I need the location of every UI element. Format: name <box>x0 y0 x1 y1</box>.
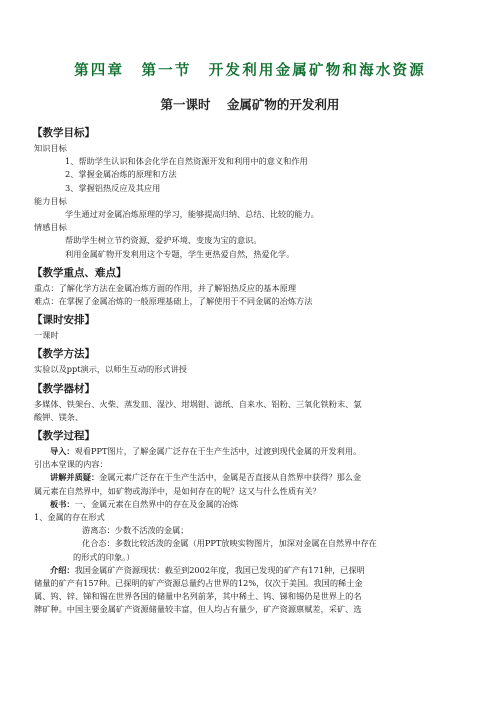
difficulty-text: 难点：在掌握了金属冶炼的一般原理基础上，了解使用于不同金属的冶炼方法 <box>34 296 313 307</box>
lesson-number: 第一课时 <box>160 97 211 112</box>
schedule-text: 一课时 <box>34 330 59 341</box>
intro-text: 引出本堂课的内容： <box>34 459 108 470</box>
section-name: 开发利用金属矿物和海水资源 <box>208 63 426 79</box>
knowledge-item: 3、掌握铝热反应及其应用 <box>65 182 161 193</box>
knowledge-item: 2、掌握金属冶炼的原理和方法 <box>65 169 177 180</box>
lecture-paragraph <box>34 471 466 484</box>
section-number: 第一节 <box>141 63 192 79</box>
chapter-title <box>34 60 466 82</box>
knowledge-label: 知识目标 <box>34 143 67 153</box>
lecture-text: 属元素在自然界中，如矿物或海洋中，是如何存在的呢？这又与什么性质有关？ <box>34 485 321 496</box>
equipment-heading: 【教学器材】 <box>32 382 95 395</box>
key-point-text: 重点：了解化学方法在金属冶炼方面的作用，并了解铝热反应的基本原理 <box>34 282 297 293</box>
emotion-item: 利用金属矿物开发利用这个专题，学生更热爱自然，热爱化学。 <box>65 248 295 259</box>
intro-paragraph <box>34 445 466 458</box>
method-heading: 【教学方法】 <box>32 348 95 361</box>
emotion-label: 情感目标 <box>34 222 67 233</box>
board-text: 一、金属元素在自然界中的存在及金属的冶炼 <box>74 498 239 509</box>
emotion-item: 帮助学生树立节约资源、爱护环境、变废为宝的意识。 <box>65 235 262 246</box>
intro2-label: 介绍： <box>50 564 75 575</box>
ability-text: 学生通过对金属冶炼原理的学习，能够提高归纳、总结、比较的能力。 <box>65 209 319 220</box>
method-text: 实验以及ppt演示，以师生互动的形式讲授 <box>34 364 187 375</box>
schedule-heading: 【课时安排】 <box>32 314 95 327</box>
intro2-paragraph <box>34 564 466 577</box>
goals-heading: 【教学目标】 <box>32 127 95 139</box>
intro2-text: 属、钨、锌、锑和锡在世界各国的储量中名列前茅，其中稀土、钨、锑和锡仍是世界上的名 <box>34 591 362 602</box>
intro2-text: 牌矿种。中国主要金属矿产资源储量较丰富，但人均占有量少，矿产资源禀赋差，采矿、选 <box>34 604 362 615</box>
ability-label: 能力目标 <box>34 195 67 206</box>
chapter-number: 第四章 <box>74 63 125 79</box>
knowledge-item: 1、帮助学生认识和体会化学在自然资源开发和利用中的意义和作用 <box>65 156 308 167</box>
equipment-text: 酸钾、镁条、 <box>34 411 84 422</box>
equipment-text: 多媒体、铁架台、火柴、蒸发皿、湿沙、坩埚钳、滤纸、自来水、铝粉、三氧化铁粉末、氯 <box>34 398 362 409</box>
lecture-label: 讲解并质疑： <box>50 472 100 483</box>
lesson-name: 金属矿物的开发利用 <box>226 97 340 112</box>
lecture-text: 金属元素广泛存在于生产生活中，金属是否直接从自然界中获得？那么金 <box>99 472 362 483</box>
intro-text: 观看PPT图片，了解金属广泛存在于生产生活中，过渡到现代金属的开发利用。 <box>74 446 362 457</box>
board-paragraph <box>34 498 466 511</box>
intro2-text: 我国金属矿产资源现状：截至到2002年度，我国已发现的矿产有171种，已探明 <box>74 564 365 575</box>
free-state-text: 游离态：少数不活泼的金属； <box>82 525 189 536</box>
existence-subheading: 1、金属的存在形式 <box>34 512 105 523</box>
process-heading: 【教学过程】 <box>32 430 95 443</box>
combined-state-text: 的形式的印象。） <box>73 551 135 562</box>
board-label: 板书： <box>50 498 75 509</box>
key-points-heading: 【教学重点、难点】 <box>32 266 127 279</box>
combined-state-text: 化合态：多数比较活泼的金属（用PPT放映实物图片，加深对金属在自然界中存在 <box>82 538 377 549</box>
intro2-text: 储量的矿产有157种。已探明的矿产资源总量约占世界的12%，仅次于美国。我国的稀土金 <box>34 578 363 589</box>
lesson-title <box>34 95 466 115</box>
intro-label: 导入： <box>50 446 75 457</box>
